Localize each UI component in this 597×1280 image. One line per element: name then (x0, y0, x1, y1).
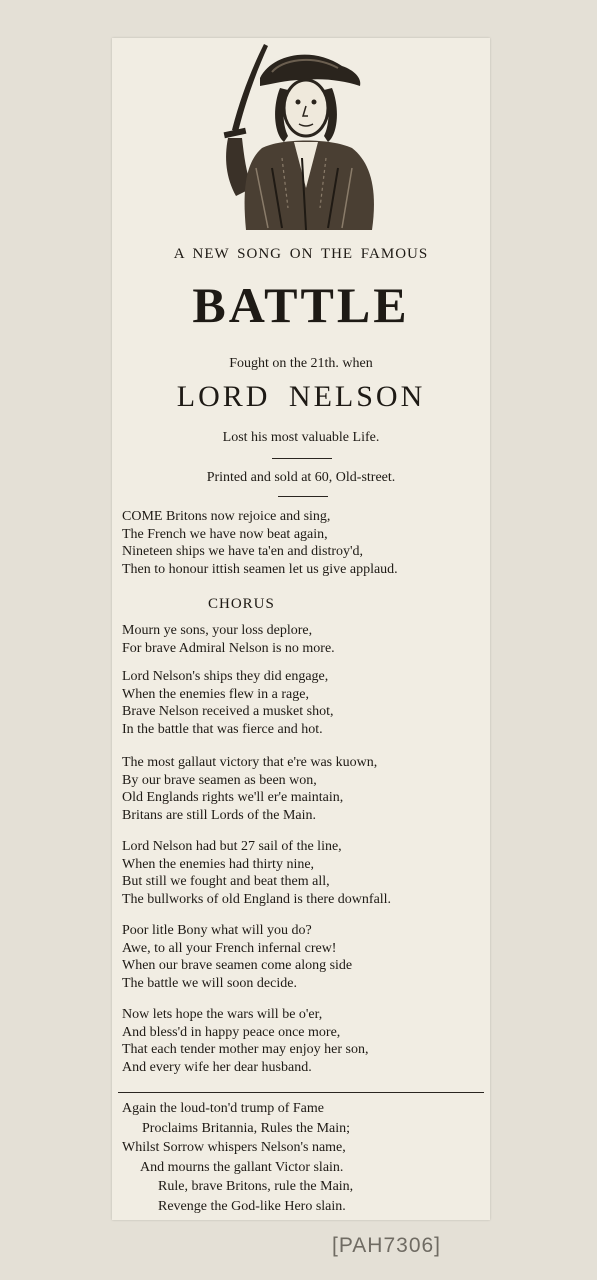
verse-line: Whilst Sorrow whispers Nelson's name, (122, 1140, 346, 1155)
stanza-2 (122, 668, 484, 738)
verse-line: Nineteen ships we have ta'en and distroy'd, (122, 544, 364, 559)
verse-line: Now lets hope the wars will be o'er, (122, 1007, 323, 1022)
verse-line: Rule, brave Britons, rule the Main, (158, 1179, 354, 1194)
verse-line: Revenge the God-like Hero slain. (158, 1198, 346, 1214)
verse-line: In the battle that was fierce and hot. (122, 721, 323, 737)
stanza-3 (122, 754, 484, 824)
verse-line: When our brave seamen come along side (122, 958, 353, 973)
verse-line: But still we fought and beat them all, (122, 874, 330, 889)
verse-line: Then to honour ittish seamen let us give applaud. (122, 561, 398, 577)
stanza-5 (122, 922, 484, 992)
verse-line: Poor litle Bony what will you do? (122, 923, 312, 938)
verse-line: Mourn ye sons, your loss deplore, (122, 623, 313, 638)
song-kicker: A NEW SONG ON THE FAMOUS (173, 246, 429, 262)
divider-rule (272, 458, 332, 459)
divider-rule (118, 1092, 484, 1093)
verse-line: That each tender mother may enjoy her son, (122, 1042, 369, 1057)
finale-stanza (122, 1100, 484, 1217)
verse-line: Lord Nelson's ships they did engage, (122, 669, 329, 684)
stanza-6 (122, 1006, 484, 1076)
imprint-line: Printed and sold at 60, Old-street. (206, 470, 396, 485)
verse-line: Old Englands rights we'll er'e maintain, (122, 790, 344, 805)
verse-line: And mourns the gallant Victor slain. (140, 1159, 344, 1175)
verse-line: Britans are still Lords of the Main. (122, 807, 317, 823)
verse-line: COME Britons now rejoice and sing, (122, 509, 331, 524)
verse-line: The battle we will soon decide. (122, 975, 297, 991)
divider-rule (278, 496, 328, 497)
catalog-number: [PAH7306] (332, 1234, 442, 1257)
verse-line: The French we have now beat again, (122, 526, 328, 542)
fought-line: Fought on the 21th. when (229, 356, 373, 371)
verse-line: Awe, to all your French infernal crew! (122, 940, 337, 956)
chorus-lines (122, 622, 484, 657)
hero-name: LORD NELSON (176, 380, 426, 413)
sailor-woodcut-illustration (202, 38, 402, 238)
verse-line: For brave Admiral Nelson is no more. (122, 640, 335, 656)
verse-line: The bullworks of old England is there downfall. (122, 891, 392, 907)
verse-line: Brave Nelson received a musket shot, (122, 704, 334, 719)
verse-line: Lord Nelson had but 27 sail of the line, (122, 839, 342, 854)
lost-line: Lost his most valuable Life. (222, 430, 380, 445)
stanza-4 (122, 838, 484, 908)
song-title: BATTLE (192, 277, 410, 333)
verse-line: When the enemies had thirty nine, (122, 856, 315, 872)
verse-line: And bless'd in happy peace once more, (122, 1024, 341, 1040)
chorus-heading: CHORUS (208, 596, 275, 612)
broadside-sheet (112, 38, 490, 1220)
verse-line: The most gallaut victory that e're was kuown, (122, 755, 378, 770)
verse-line: And every wife her dear husband. (122, 1059, 312, 1075)
verse-line: By our brave seamen as been won, (122, 772, 317, 788)
verse-line: When the enemies flew in a rage, (122, 686, 309, 702)
verse-line: Proclaims Britannia, Rules the Main; (142, 1120, 351, 1136)
stanza-1 (122, 508, 484, 578)
verse-line: Again the loud-ton'd trump of Fame (122, 1101, 324, 1116)
